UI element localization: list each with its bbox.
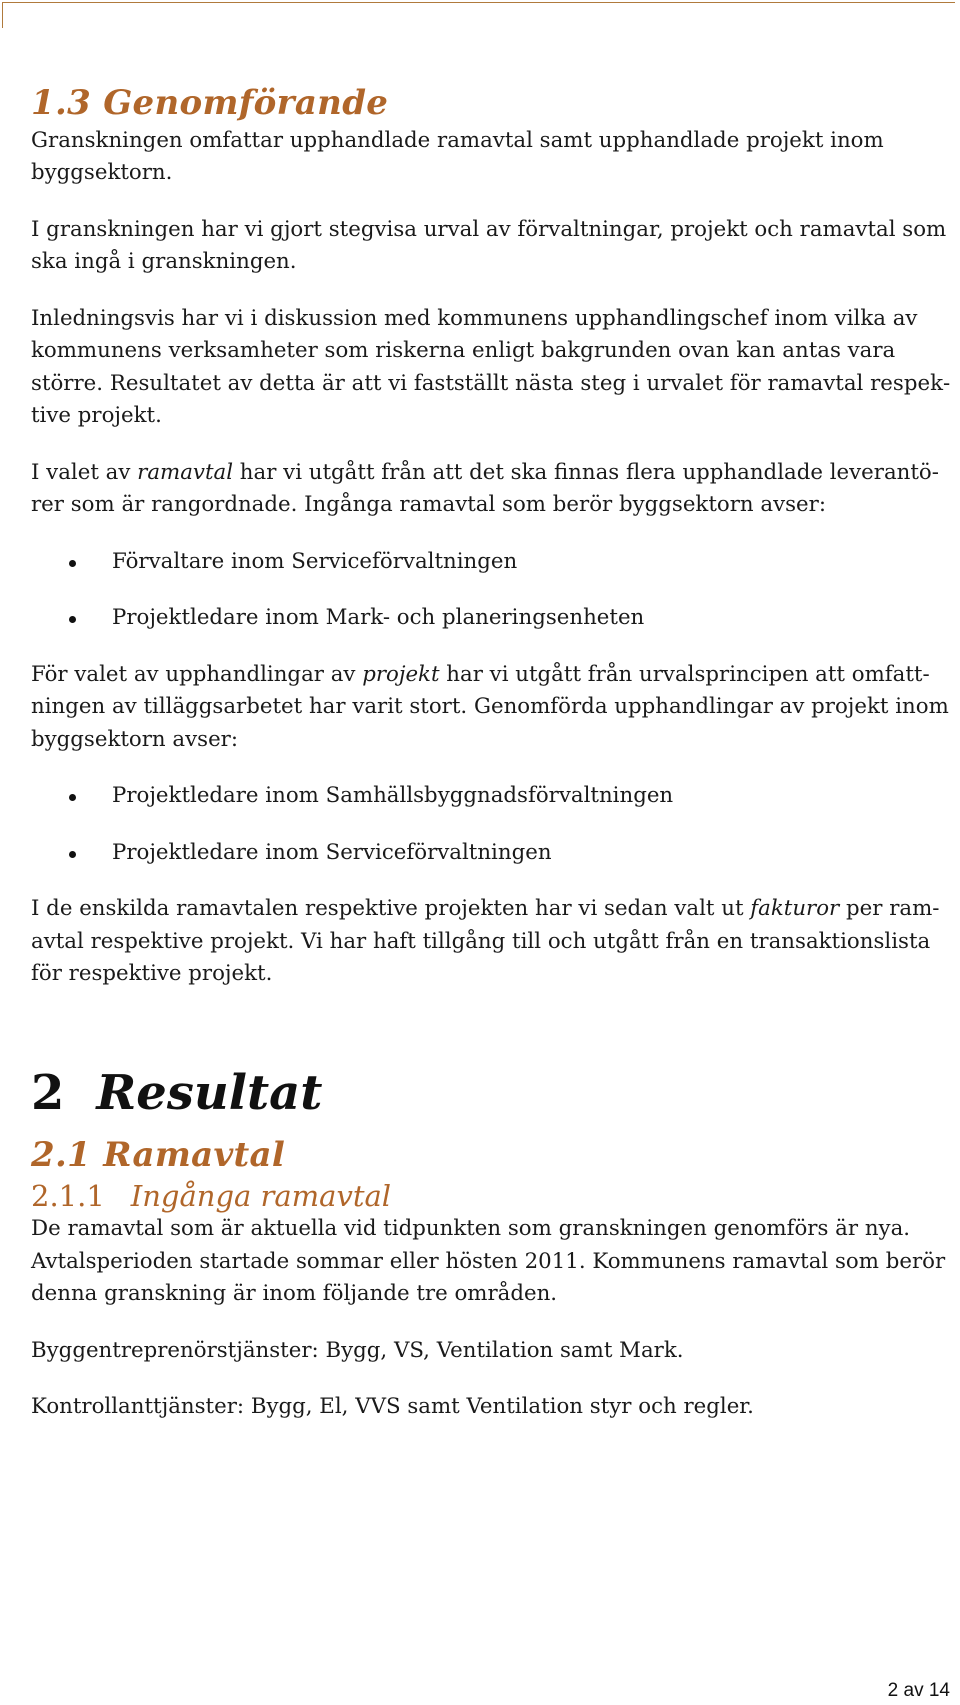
heading-2	[31, 1065, 960, 1123]
heading-2-1: 2.1 Ramavtal	[31, 1135, 286, 1176]
bullet-list	[31, 780, 960, 869]
list-item	[31, 602, 960, 635]
emphasis-projekt: projekt	[362, 661, 440, 687]
page-number: 2 av 14	[887, 1680, 950, 1701]
bullet-list	[31, 546, 960, 635]
paragraph: Kontrollanttjänster: Bygg, El, VVS samt Ventilation styr och regler.	[31, 1394, 754, 1420]
list-item-text: Förvaltare inom Serviceförvaltningen	[112, 548, 518, 574]
bullet-icon	[69, 616, 76, 623]
text-run: I valet av	[31, 459, 138, 485]
list-item	[31, 837, 960, 870]
paragraph: Granskningen omfattar upphandlade ramavtal samt upphandlade projekt inom byggsektorn.	[31, 127, 884, 185]
text-run: har vi utgått från att det ska finnas flera upphandlade leverantörer som är rangordnade. Ingånga ramavtal som berör byggsektorn avser:	[31, 459, 939, 517]
paragraph: Byggentreprenörstjänster: Bygg, VS, Ventilation samt Mark.	[31, 1337, 684, 1363]
document-body	[31, 82, 960, 1424]
paragraph	[31, 457, 960, 522]
list-item-text: Projektledare inom Serviceförvaltningen	[112, 839, 552, 865]
text-run: har vi utgått från urvalsprincipen att omfattningen av tilläggsarbetet har varit stort. Genomförda upphandlingar av projekt inom byggsektorn avser:	[31, 661, 949, 752]
heading-title: Ingånga ramavtal	[130, 1178, 392, 1213]
bullet-icon	[69, 560, 76, 567]
text-run: För valet av upphandlingar av	[31, 661, 363, 687]
bullet-icon	[69, 851, 76, 858]
list-item	[31, 546, 960, 579]
heading-1-3: 1.3 Genomförande	[31, 83, 389, 123]
heading-title: Resultat	[96, 1064, 323, 1121]
paragraph	[31, 893, 960, 991]
paragraph	[31, 659, 960, 757]
text-run: I de enskilda ramavtalen respektive projekten har vi sedan valt ut	[31, 896, 751, 921]
heading-number: 2.1.1	[31, 1178, 105, 1213]
heading-number: 2	[31, 1064, 65, 1121]
paragraph: I granskningen har vi gjort stegvisa urval av förvaltningar, projekt och ramavtal som ska ingå i granskningen.	[31, 216, 947, 274]
bullet-icon	[69, 794, 76, 801]
paragraph: De ramavtal som är aktuella vid tidpunkten som granskningen genomförs är nya. Avtalsperioden startade sommar eller hösten 2011. Kommunens ramavtal som berör denna granskning är inom följande tre områden.	[31, 1216, 946, 1307]
emphasis-ramavtal: ramavtal	[137, 459, 234, 485]
heading-2-1-1	[31, 1179, 960, 1214]
header-rule-tick	[2, 2, 3, 28]
paragraph: Inledningsvis har vi i diskussion med kommunens upphandlingschef inom vilka av kommunens verksamheter som riskerna enligt bakgrunden ovan kan antas vara större. Resultatet av detta är att vi fastställt nästa steg i urvalet för ramavtal respektive projekt.	[31, 305, 951, 428]
header-rule	[2, 2, 955, 3]
list-item-text: Projektledare inom Mark- och planeringsenheten	[112, 605, 645, 630]
text-run: per ramavtal respektive projekt. Vi har haft tillgång till och utgått från en transaktionslista för respektive projekt.	[31, 896, 940, 986]
list-item	[31, 780, 960, 813]
list-item-text: Projektledare inom Samhällsbyggnadsförvaltningen	[112, 783, 674, 808]
emphasis-fakturor: fakturor	[750, 896, 840, 921]
